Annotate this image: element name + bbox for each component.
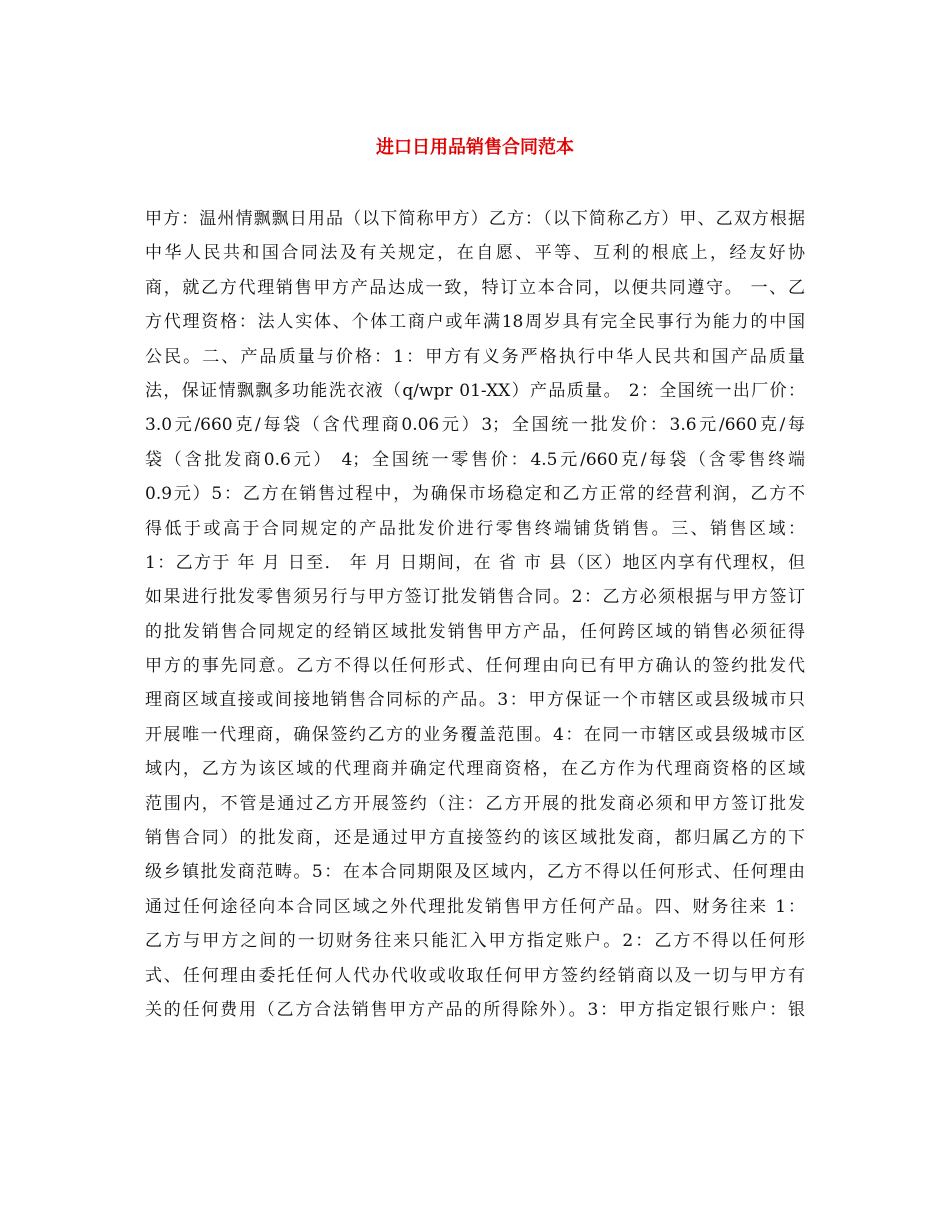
body-line: 乙方与甲方之间的一切财务往来只能汇入甲方指定账户。2：乙方不得以任何形 xyxy=(145,931,805,952)
body-line: 得低于或高于合同规定的产品批发价进行零售终端铺货销售。三、销售区域： xyxy=(145,518,805,539)
body-line: 0.9元）5：乙方在销售过程中，为确保市场稳定和乙方正常的经营利润，乙方不 xyxy=(145,484,805,505)
body-line: 的批发销售合同规定的经销区域批发销售甲方产品，任何跨区域的销售必须征得 xyxy=(145,621,805,642)
body-line: 范围内，不管是通过乙方开展签约（注：乙方开展的批发商必须和甲方签订批发 xyxy=(145,793,805,814)
body-line: 开展唯一代理商，确保签约乙方的业务覆盖范围。4：在同一市辖区或县级城市区 xyxy=(145,724,805,745)
body-line: 关的任何费用（乙方合法销售甲方产品的所得除外）。3：甲方指定银行账户：银 xyxy=(145,999,805,1020)
body-line: 通过任何途径向本合同区域之外代理批发销售甲方任何产品。四、财务往来 1： xyxy=(145,896,805,917)
body-line: 法，保证情飘飘多功能洗衣液（q/wpr 01-XX）产品质量。 2：全国统一出厂价： xyxy=(145,380,805,401)
body-line: 3.0元/660克/每袋（含代理商0.06元）3；全国统一批发价：3.6元/660克/每 xyxy=(145,415,805,436)
body-line: 域内，乙方为该区域的代理商并确定代理商资格，在乙方作为代理商资格的区域 xyxy=(145,759,805,780)
document-title: 进口日用品销售合同范本 xyxy=(376,137,574,158)
body-line: 袋（含批发商0.6元） 4；全国统一零售价：4.5元/660克/每袋（含零售终端 xyxy=(145,449,805,470)
body-line: 甲方的事先同意。乙方不得以任何形式、任何理由向已有甲方确认的签约批发代 xyxy=(145,656,805,677)
body-line: 中华人民共和国合同法及有关规定，在自愿、平等、互利的根底上，经友好协 xyxy=(145,243,805,264)
body-line: 式、任何理由委托任何人代办代收或收取任何甲方签约经销商以及一切与甲方有 xyxy=(145,965,805,986)
document-body xyxy=(145,202,805,1027)
body-line: 方代理资格：法人实体、个体工商户或年满18周岁具有完全民事行为能力的中国 xyxy=(145,312,805,333)
body-line: 理商区域直接或间接地销售合同标的产品。3：甲方保证一个市辖区或县级城市只 xyxy=(145,690,805,711)
body-line: 商，就乙方代理销售甲方产品达成一致，特订立本合同，以便共同遵守。 一、乙 xyxy=(145,277,805,298)
body-line: 销售合同）的批发商，还是通过甲方直接签约的该区域批发商，都归属乙方的下 xyxy=(145,828,805,849)
body-line: 级乡镇批发商范畴。5：在本合同期限及区域内，乙方不得以任何形式、任何理由 xyxy=(145,862,805,883)
body-line: 公民。二、产品质量与价格：1：甲方有义务严格执行中华人民共和国产品质量 xyxy=(145,346,805,367)
body-line: 如果进行批发零售须另行与甲方签订批发销售合同。2：乙方必须根据与甲方签订 xyxy=(145,587,805,608)
body-line: 甲方：温州情飘飘日用品（以下简称甲方）乙方：（以下简称乙方）甲、乙双方根据 xyxy=(145,209,805,229)
body-line: 1：乙方于 年 月 日至． 年 月 日期间，在 省 市 县（区）地区内享有代理权，但 xyxy=(145,552,805,573)
